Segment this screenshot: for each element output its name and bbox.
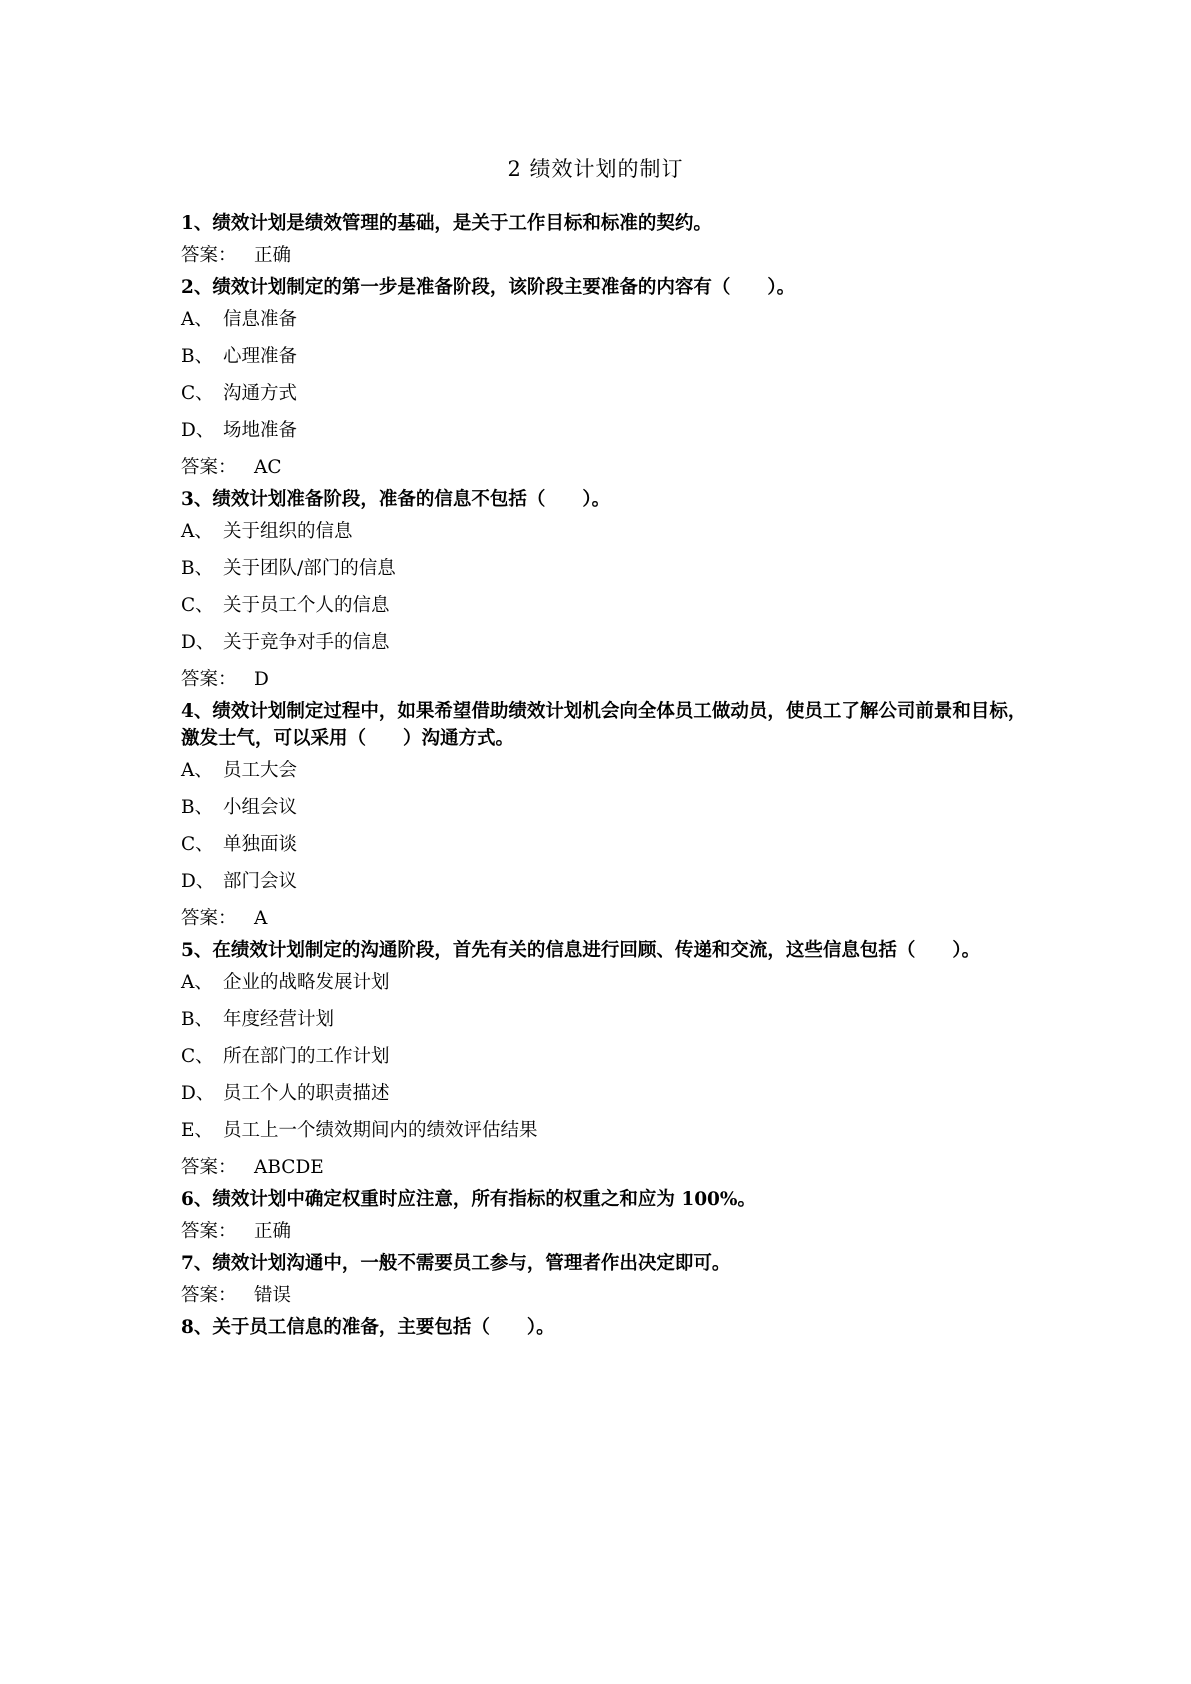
- question-text: 3、绩效计划准备阶段，准备的信息不包括（ ）。: [181, 489, 611, 510]
- answer-line: [181, 449, 1041, 486]
- option-text: 员工上一个绩效期间内的绩效评估结果: [223, 1120, 538, 1141]
- question-block: [181, 486, 1041, 698]
- question-text: 7、绩效计划沟通中，一般不需要员工参与，管理者作出决定即可。: [181, 1253, 731, 1274]
- option-letter: C、: [181, 1046, 214, 1067]
- question-block: [181, 698, 1041, 937]
- answer-option: [181, 1075, 1041, 1112]
- option-letter: B、: [181, 346, 214, 367]
- question-block: [181, 274, 1041, 486]
- option-letter: D、: [181, 871, 215, 892]
- question-block: [181, 937, 1041, 1186]
- option-letter: C、: [181, 383, 214, 404]
- option-text: 关于竞争对手的信息: [223, 632, 390, 653]
- answer-option: [181, 1112, 1041, 1149]
- question-list: [181, 210, 1041, 1341]
- answer-option: [181, 412, 1041, 449]
- option-text: 关于团队/部门的信息: [223, 558, 396, 579]
- question-block: [181, 210, 1041, 274]
- answer-option: [181, 375, 1041, 412]
- answer-option: [181, 1038, 1041, 1075]
- answer-option: [181, 1001, 1041, 1038]
- question-text: 5、在绩效计划制定的沟通阶段，首先有关的信息进行回顾、传递和交流，这些信息包括（ ）。: [181, 940, 981, 961]
- option-text: 所在部门的工作计划: [223, 1046, 390, 1067]
- option-letter: B、: [181, 797, 214, 818]
- option-text: 企业的战略发展计划: [223, 972, 390, 993]
- answer-option: [181, 624, 1041, 661]
- answer-value: 错误: [254, 1285, 292, 1306]
- option-text: 沟通方式: [223, 383, 298, 404]
- option-letter: B、: [181, 1009, 214, 1030]
- option-letter: D、: [181, 1083, 215, 1104]
- option-letter: C、: [181, 834, 214, 855]
- option-text: 年度经营计划: [223, 1009, 335, 1030]
- question-text: 6、绩效计划中确定权重时应注意，所有指标的权重之和应为 100%。: [181, 1189, 757, 1210]
- answer-option: [181, 550, 1041, 587]
- option-letter: D、: [181, 420, 215, 441]
- option-text: 心理准备: [223, 346, 298, 367]
- option-text: 部门会议: [223, 871, 298, 892]
- option-text: 场地准备: [223, 420, 298, 441]
- answer-label: 答案：: [181, 1285, 237, 1306]
- option-text: 关于组织的信息: [223, 521, 353, 542]
- answer-label: 答案：: [181, 1157, 237, 1178]
- answer-label: 答案：: [181, 457, 237, 478]
- answer-option: [181, 826, 1041, 863]
- answer-value: D: [254, 669, 269, 690]
- option-letter: A、: [181, 760, 213, 781]
- option-letter: A、: [181, 972, 213, 993]
- question-block: [181, 1314, 1041, 1341]
- answer-line: [181, 237, 1041, 274]
- answer-option: [181, 513, 1041, 550]
- option-text: 员工个人的职责描述: [223, 1083, 390, 1104]
- answer-value: 正确: [254, 245, 292, 266]
- option-letter: D、: [181, 632, 215, 653]
- option-text: 单独面谈: [223, 834, 298, 855]
- option-letter: E、: [181, 1120, 214, 1141]
- answer-option: [181, 789, 1041, 826]
- option-letter: B、: [181, 558, 214, 579]
- answer-option: [181, 338, 1041, 375]
- answer-option: [181, 863, 1041, 900]
- question-text: 8、关于员工信息的准备，主要包括（ ）。: [181, 1317, 555, 1338]
- answer-value: ABCDE: [254, 1157, 324, 1178]
- answer-value: 正确: [254, 1221, 292, 1242]
- answer-line: [181, 900, 1041, 937]
- answer-label: 答案：: [181, 245, 237, 266]
- option-text: 信息准备: [223, 309, 298, 330]
- option-text: 小组会议: [223, 797, 298, 818]
- answer-line: [181, 1149, 1041, 1186]
- option-letter: A、: [181, 309, 213, 330]
- question-text: 4、绩效计划制定过程中，如果希望借助绩效计划机会向全体员工做动员，使员工了解公司前景和目标，激发士气，可以采用（ ）沟通方式。: [181, 701, 1027, 749]
- question-block: [181, 1186, 1041, 1250]
- option-letter: C、: [181, 595, 214, 616]
- document-title: 2 绩效计划的制订: [507, 157, 684, 181]
- option-letter: A、: [181, 521, 213, 542]
- question-text: 1、绩效计划是绩效管理的基础，是关于工作目标和标准的契约。: [181, 213, 712, 234]
- answer-label: 答案：: [181, 669, 237, 690]
- answer-option: [181, 587, 1041, 624]
- question-block: [181, 1250, 1041, 1314]
- answer-value: AC: [254, 457, 282, 478]
- question-text: 2、绩效计划制定的第一步是准备阶段，该阶段主要准备的内容有（ ）。: [181, 277, 796, 298]
- answer-label: 答案：: [181, 908, 237, 929]
- answer-line: [181, 661, 1041, 698]
- answer-line: [181, 1277, 1041, 1314]
- option-text: 员工大会: [223, 760, 298, 781]
- answer-option: [181, 301, 1041, 338]
- answer-option: [181, 964, 1041, 1001]
- option-text: 关于员工个人的信息: [223, 595, 390, 616]
- answer-line: [181, 1213, 1041, 1250]
- answer-value: A: [254, 908, 268, 929]
- answer-label: 答案：: [181, 1221, 237, 1242]
- answer-option: [181, 752, 1041, 789]
